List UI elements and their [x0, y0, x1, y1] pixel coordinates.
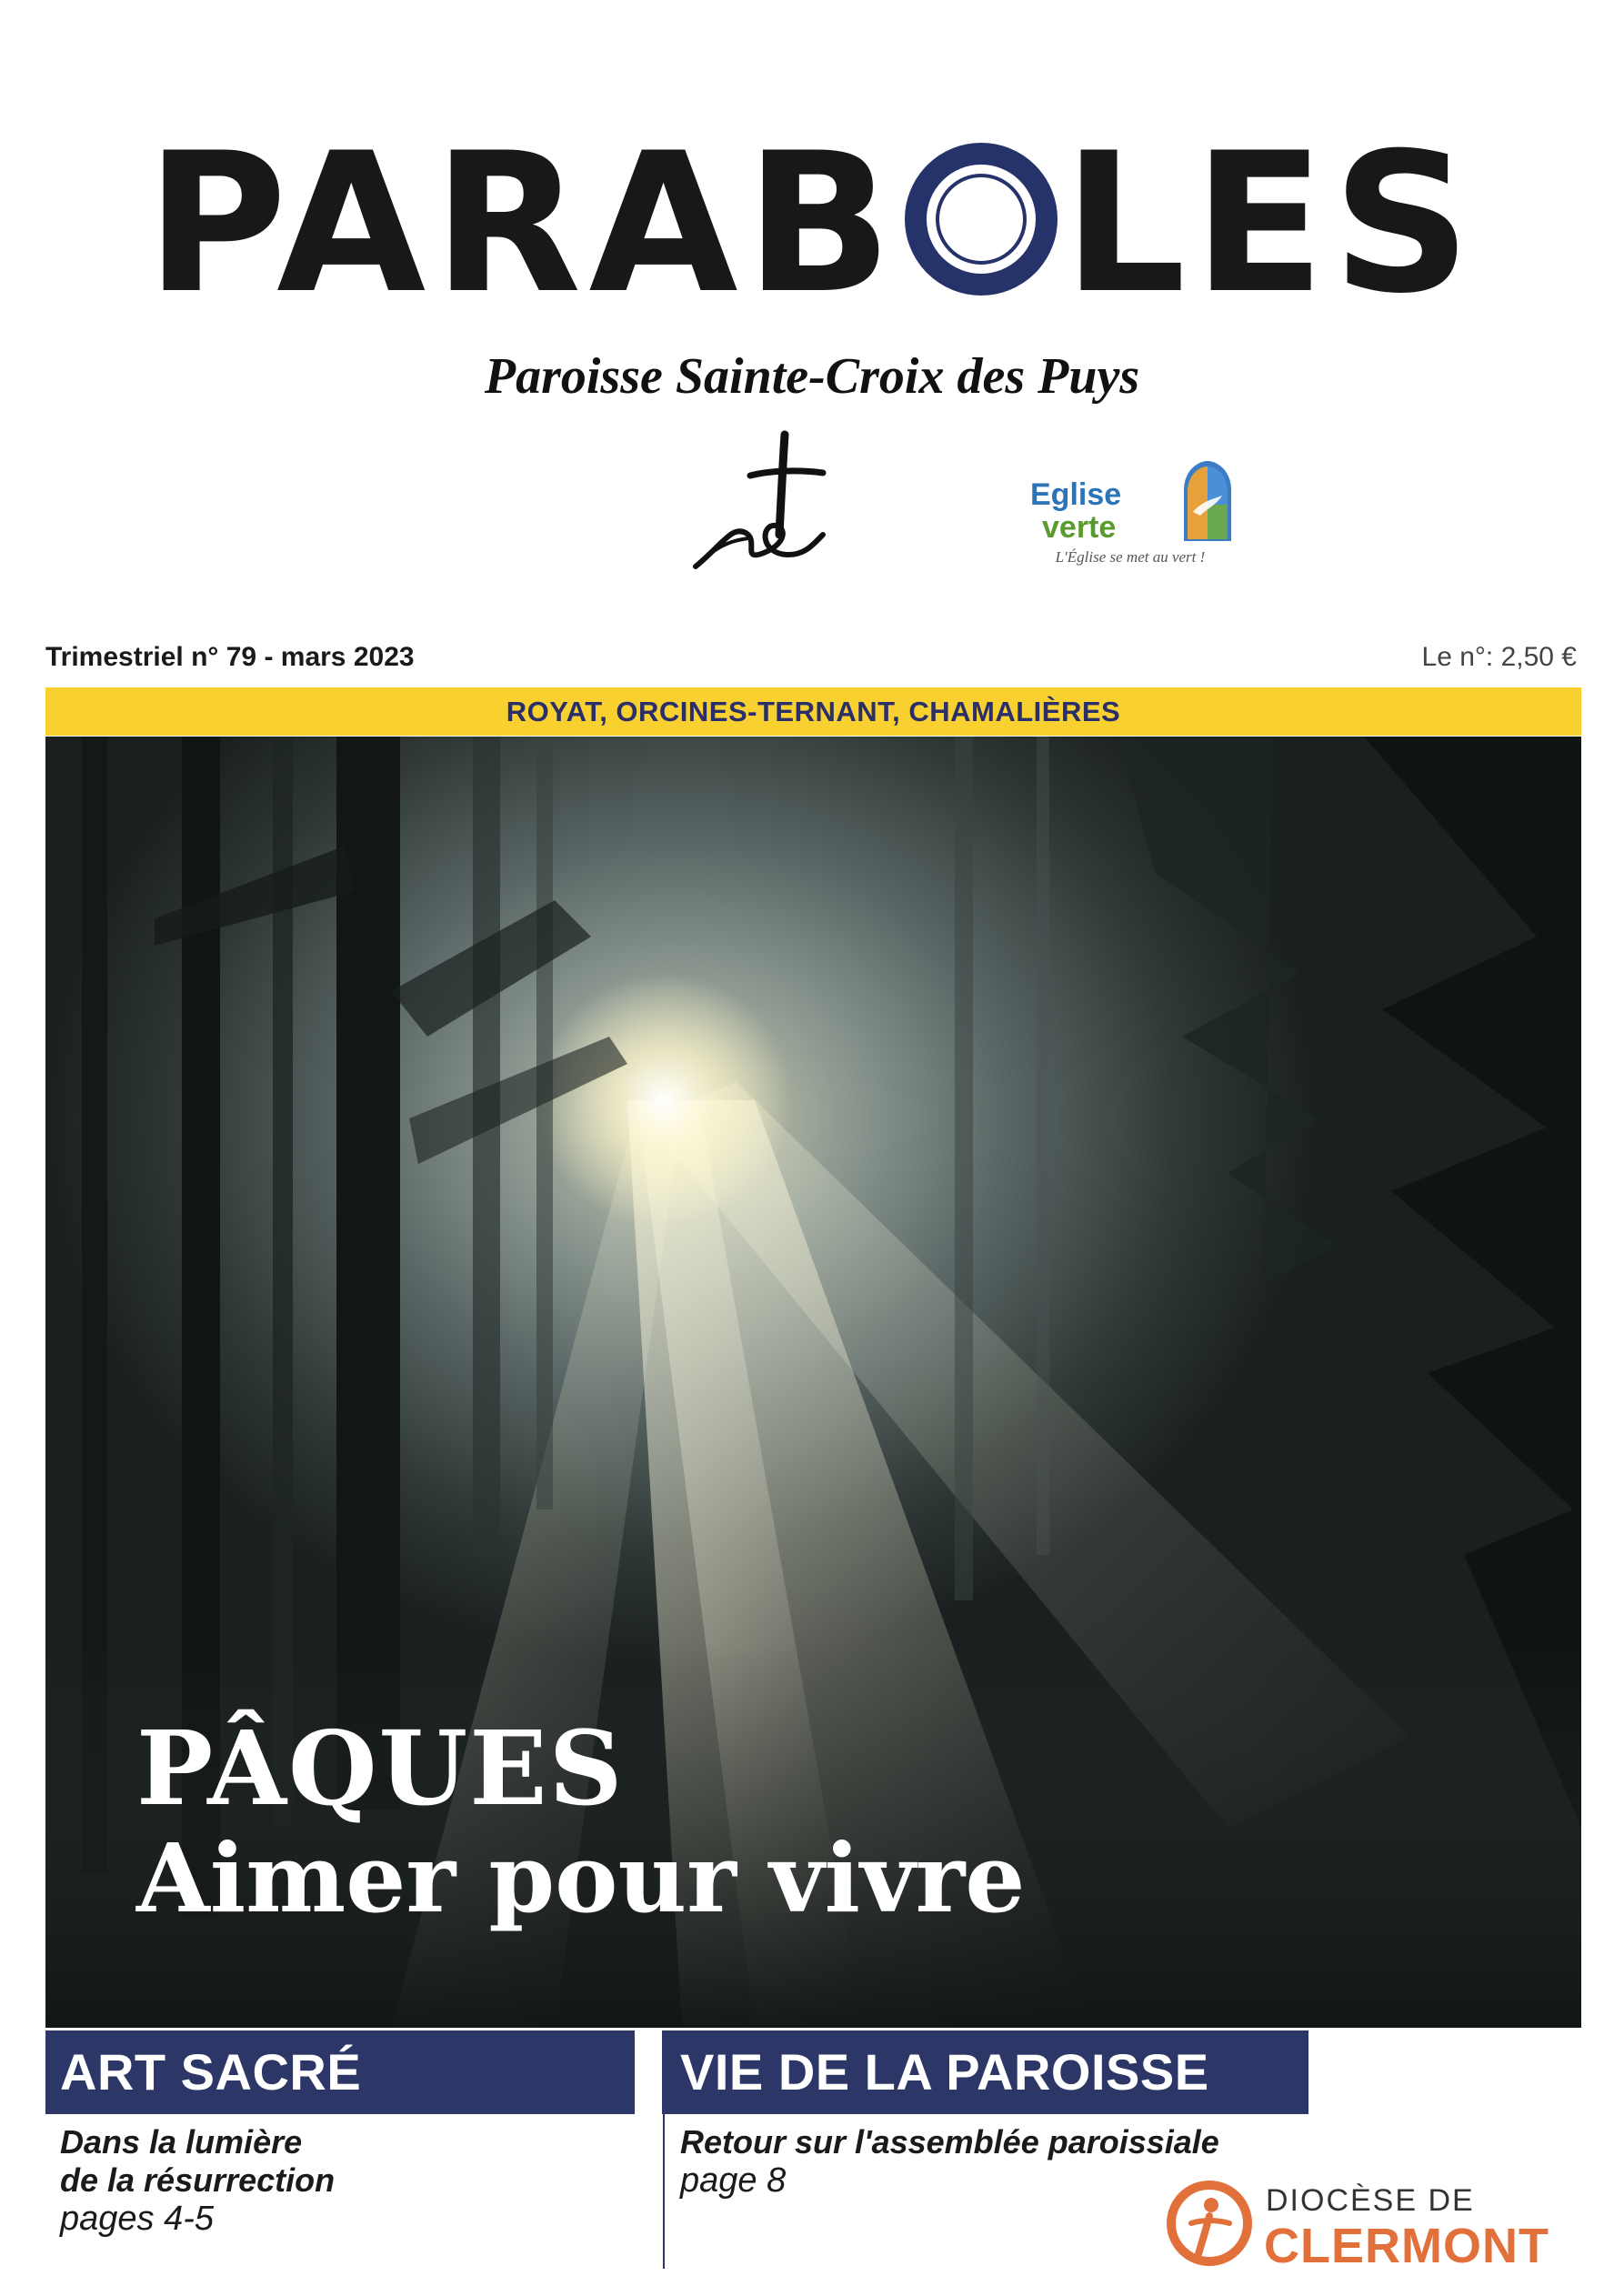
eglise-verte-line2: verte: [1042, 510, 1117, 545]
title-part-left: PARAB: [145, 111, 900, 336]
eglise-verte-line1: Eglise: [1030, 477, 1122, 512]
diocese-emblem-icon: [1164, 2178, 1255, 2269]
section-art-sacre[interactable]: [45, 2030, 635, 2238]
desc-line1: Dans la lumière: [60, 2123, 303, 2161]
parish-subtitle: Paroisse Sainte-Croix des Puys: [484, 348, 1140, 405]
headline-line2: Aimer pour vivre: [136, 1822, 1026, 1934]
section-pages: pages 4-5: [60, 2200, 215, 2238]
parish-cross-logo: [677, 426, 859, 580]
title-o-ring: [905, 143, 1058, 296]
title-part-right: LES: [1063, 111, 1479, 336]
eglise-verte-arch-icon: [1180, 459, 1235, 543]
eglise-verte-tagline: L'Église se met au vert !: [1055, 548, 1206, 566]
cover-photo-forest: [45, 737, 1581, 2028]
headline-line1: PÂQUES: [136, 1709, 625, 1829]
section-vie-paroisse[interactable]: [662, 2030, 1308, 2200]
section-title: VIE DE LA PAROISSE: [662, 2030, 1308, 2114]
parish-towns-band: ROYAT, ORCINES-TERNANT, CHAMALIÈRES: [45, 687, 1581, 736]
section-title: ART SACRÉ: [45, 2030, 635, 2114]
diocese-clermont-logo: [1164, 2178, 1564, 2278]
cover-headline: [136, 1709, 1026, 1934]
magazine-title: [0, 111, 1624, 336]
diocese-line2: CLERMONT: [1264, 2219, 1549, 2273]
issue-price: Le n°: 2,50 €: [1421, 642, 1577, 672]
issue-info: Trimestriel n° 79 - mars 2023: [45, 642, 415, 672]
section-description: [45, 2123, 635, 2200]
section-description: [662, 2123, 1308, 2161]
desc-line1: Retour sur l'assemblée paroissiale: [680, 2123, 1219, 2161]
eglise-verte-logo: [1026, 459, 1235, 577]
desc-line2: de la résurrection: [60, 2161, 336, 2199]
section-pages: page 8: [680, 2161, 787, 2200]
diocese-line1: DIOCÈSE DE: [1266, 2183, 1475, 2218]
